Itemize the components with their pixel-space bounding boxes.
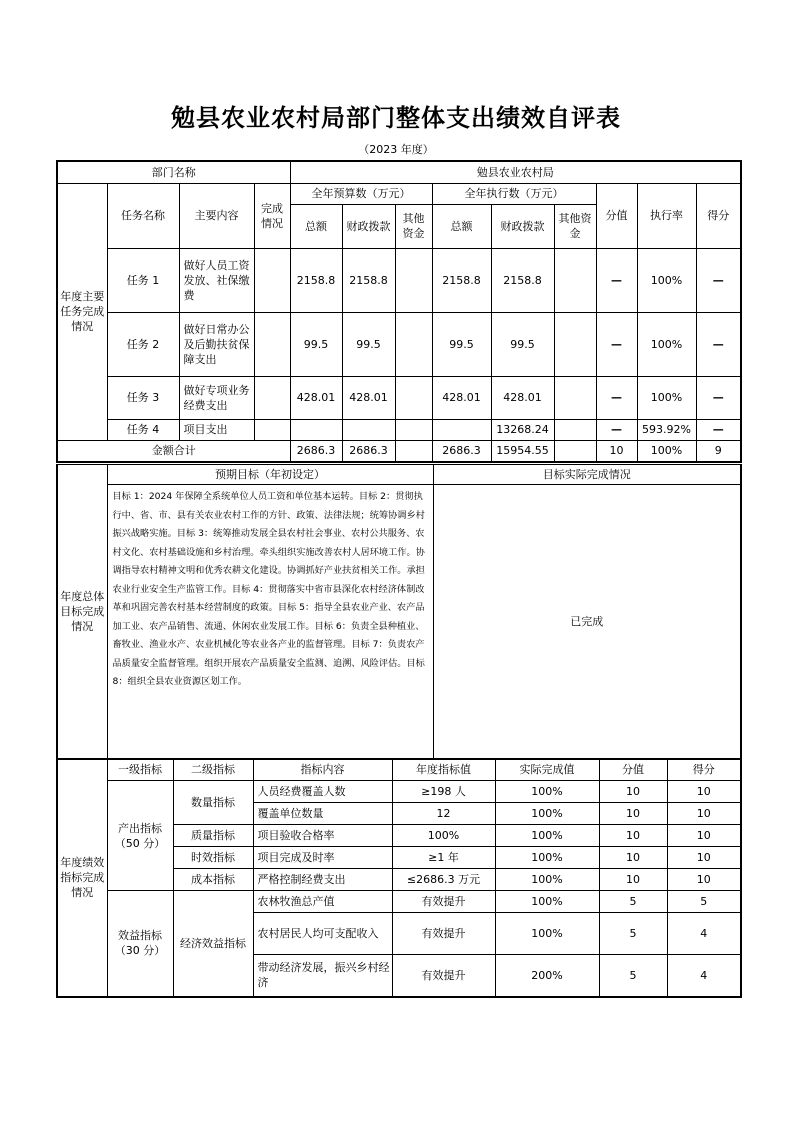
header-exec-total: 总额 xyxy=(432,204,491,248)
task-completion xyxy=(254,312,290,376)
economic-indicator-label: 经济效益指标 xyxy=(173,891,253,997)
task-budget-other xyxy=(395,248,432,312)
timeliness-indicator-label: 时效指标 xyxy=(173,847,253,869)
quality-indicator-label: 质量指标 xyxy=(173,825,253,847)
quantity-indicator-label: 数量指标 xyxy=(173,781,253,825)
indicator-actual: 200% xyxy=(495,955,599,997)
indicator-content: 带动经济发展，振兴乡村经济 xyxy=(253,955,392,997)
indicator-score: 4 xyxy=(667,913,741,955)
indicator-target: ≥198 人 xyxy=(392,781,495,803)
task-score-value: — xyxy=(596,312,637,376)
cost-indicator-label: 成本指标 xyxy=(173,869,253,891)
indicator-score-value: 10 xyxy=(599,825,667,847)
tasks-table xyxy=(56,160,742,463)
perf-header-level1: 一级指标 xyxy=(107,759,173,781)
tasks-side-label: 年度主要任务完成情况 xyxy=(57,183,107,440)
indicator-target: 有效提升 xyxy=(392,955,495,997)
dept-name-label: 部门名称 xyxy=(57,161,290,183)
task-exec-fiscal: 13268.24 xyxy=(491,419,554,440)
benefit-indicator-label: 效益指标（30 分） xyxy=(107,891,173,997)
total-exec-other xyxy=(554,440,596,462)
task-completion xyxy=(254,248,290,312)
task-score-value: — xyxy=(596,248,637,312)
indicator-content: 项目完成及时率 xyxy=(253,847,392,869)
total-row xyxy=(57,440,741,462)
goals-actual-header: 目标实际完成情况 xyxy=(433,465,741,485)
task-row xyxy=(57,248,741,312)
total-label: 金额合计 xyxy=(57,440,290,462)
indicator-content: 农林牧渔总产值 xyxy=(253,891,392,913)
task-rate: 100% xyxy=(637,312,696,376)
goals-expected-text: 目标 1：2024 年保障全系统单位人员工资和单位基本运转。目标 2：贯彻执行中、省、市、县有关农业农村工作的方针、政策、法律法规；统筹协调乡村振兴战略实施。目标 3：统筹推动发展全县农村社会事业、农村公共服务、农村文化、农村基础设施和乡村治理。牵头组织实施改善农村人居环境工作。协调指导农村精神文明和优秀农耕文化建设。协调抓好产业扶贫相关工作。承担农业行业安全生产监管工作。目标 4：贯彻落实中省市县深化农村经济体制改革和巩固完善农村基本经营制度的政策。目标 5：指导全县农业产业、农产品加工业、农产品销售、流通、休闲农业发展工作。目标 6：负责全县种植业、畜牧业、渔业水产、农业机械化等农业各产业的监督管理。目标 7：负责农产品质量安全监督管理。组织开展农产品质量安全监测、追溯、风险评估。目标 8：组织全县农业资源区划工作。 xyxy=(107,485,433,759)
task-rate: 100% xyxy=(637,248,696,312)
header-score: 得分 xyxy=(696,183,741,248)
task-score: — xyxy=(696,312,741,376)
perf-header-level2: 二级指标 xyxy=(173,759,253,781)
task-content: 项目支出 xyxy=(179,419,254,440)
task-exec-fiscal: 428.01 xyxy=(491,376,554,419)
perf-side-label: 年度绩效指标完成情况 xyxy=(57,759,107,997)
perf-header-actual: 实际完成值 xyxy=(495,759,599,781)
header-executed: 全年执行数（万元） xyxy=(432,183,596,204)
task-name: 任务 3 xyxy=(107,376,179,419)
indicator-score: 4 xyxy=(667,955,741,997)
indicator-score: 10 xyxy=(667,825,741,847)
indicator-score-value: 5 xyxy=(599,913,667,955)
perf-header-score-value: 分值 xyxy=(599,759,667,781)
report-year: （2023 年度） xyxy=(358,143,434,156)
indicator-actual: 100% xyxy=(495,869,599,891)
total-budget-fiscal: 2686.3 xyxy=(342,440,395,462)
indicator-score: 10 xyxy=(667,781,741,803)
task-exec-other xyxy=(554,248,596,312)
indicator-target: ≤2686.3 万元 xyxy=(392,869,495,891)
task-row xyxy=(57,312,741,376)
task-budget-other xyxy=(395,419,432,440)
task-exec-fiscal: 2158.8 xyxy=(491,248,554,312)
indicator-score-value: 5 xyxy=(599,955,667,997)
total-budget-other xyxy=(395,440,432,462)
indicator-actual: 100% xyxy=(495,891,599,913)
indicator-target: ≥1 年 xyxy=(392,847,495,869)
indicator-actual: 100% xyxy=(495,847,599,869)
goals-table xyxy=(56,464,742,760)
task-content: 做好专项业务经费支出 xyxy=(179,376,254,419)
indicator-content: 农村居民人均可支配收入 xyxy=(253,913,392,955)
goals-expected-header: 预期目标（年初设定） xyxy=(107,465,433,485)
total-budget-total: 2686.3 xyxy=(290,440,342,462)
task-budget-fiscal: 428.01 xyxy=(342,376,395,419)
indicator-target: 100% xyxy=(392,825,495,847)
task-score: — xyxy=(696,248,741,312)
task-exec-fiscal: 99.5 xyxy=(491,312,554,376)
task-budget-fiscal: 99.5 xyxy=(342,312,395,376)
indicator-score-value: 10 xyxy=(599,847,667,869)
task-budget-fiscal xyxy=(342,419,395,440)
task-name: 任务 4 xyxy=(107,419,179,440)
indicator-content: 项目验收合格率 xyxy=(253,825,392,847)
header-budget-fiscal: 财政拨款 xyxy=(342,204,395,248)
task-exec-total xyxy=(432,419,491,440)
goals-side-label: 年度总体目标完成情况 xyxy=(57,465,107,759)
task-row xyxy=(57,419,741,440)
task-score: — xyxy=(696,376,741,419)
indicator-score: 10 xyxy=(667,847,741,869)
header-exec-rate: 执行率 xyxy=(637,183,696,248)
indicator-score: 5 xyxy=(667,891,741,913)
indicator-row xyxy=(57,781,741,803)
header-budget-other: 其他资金 xyxy=(395,204,432,248)
indicator-target: 有效提升 xyxy=(392,891,495,913)
header-score-value: 分值 xyxy=(596,183,637,248)
perf-header-content: 指标内容 xyxy=(253,759,392,781)
indicator-actual: 100% xyxy=(495,781,599,803)
task-budget-total xyxy=(290,419,342,440)
indicator-actual: 100% xyxy=(495,913,599,955)
indicator-score: 10 xyxy=(667,803,741,825)
task-exec-total: 428.01 xyxy=(432,376,491,419)
header-exec-fiscal: 财政拨款 xyxy=(491,204,554,248)
header-budget-total: 总额 xyxy=(290,204,342,248)
total-score-value: 10 xyxy=(596,440,637,462)
task-budget-total: 99.5 xyxy=(290,312,342,376)
indicator-target: 12 xyxy=(392,803,495,825)
task-budget-other xyxy=(395,312,432,376)
task-exec-total: 99.5 xyxy=(432,312,491,376)
task-rate: 100% xyxy=(637,376,696,419)
task-score-value: — xyxy=(596,419,637,440)
indicator-target: 有效提升 xyxy=(392,913,495,955)
total-exec-total: 2686.3 xyxy=(432,440,491,462)
total-exec-fiscal: 15954.55 xyxy=(491,440,554,462)
task-exec-other xyxy=(554,376,596,419)
page-title: 勉县农业农村局部门整体支出绩效自评表 xyxy=(171,103,621,132)
header-completion: 完成情况 xyxy=(254,183,290,248)
dept-name-value: 勉县农业农村局 xyxy=(290,161,741,183)
goals-actual-text: 已完成 xyxy=(433,485,741,759)
indicator-score-value: 10 xyxy=(599,781,667,803)
task-score-value: — xyxy=(596,376,637,419)
task-budget-total: 2158.8 xyxy=(290,248,342,312)
task-budget-fiscal: 2158.8 xyxy=(342,248,395,312)
indicator-score-value: 10 xyxy=(599,869,667,891)
task-rate: 593.92% xyxy=(637,419,696,440)
task-exec-total: 2158.8 xyxy=(432,248,491,312)
task-content: 做好日常办公及后勤扶贫保障支出 xyxy=(179,312,254,376)
task-budget-total: 428.01 xyxy=(290,376,342,419)
task-exec-other xyxy=(554,419,596,440)
indicator-content: 严格控制经费支出 xyxy=(253,869,392,891)
indicator-score-value: 10 xyxy=(599,803,667,825)
header-budget: 全年预算数（万元） xyxy=(290,183,432,204)
total-score: 9 xyxy=(696,440,741,462)
task-name: 任务 2 xyxy=(107,312,179,376)
header-task-name: 任务名称 xyxy=(107,183,179,248)
task-row xyxy=(57,376,741,419)
indicator-actual: 100% xyxy=(495,825,599,847)
task-content: 做好人员工资发放、社保缴费 xyxy=(179,248,254,312)
task-name: 任务 1 xyxy=(107,248,179,312)
indicator-actual: 100% xyxy=(495,803,599,825)
output-indicator-label: 产出指标（50 分） xyxy=(107,781,173,891)
header-exec-other: 其他资金 xyxy=(554,204,596,248)
total-rate: 100% xyxy=(637,440,696,462)
task-completion xyxy=(254,376,290,419)
header-main-content: 主要内容 xyxy=(179,183,254,248)
task-score: — xyxy=(696,419,741,440)
performance-table xyxy=(56,758,742,998)
indicator-content: 覆盖单位数量 xyxy=(253,803,392,825)
indicator-score-value: 5 xyxy=(599,891,667,913)
perf-header-target: 年度指标值 xyxy=(392,759,495,781)
task-completion xyxy=(254,419,290,440)
indicator-row xyxy=(57,891,741,913)
perf-header-score: 得分 xyxy=(667,759,741,781)
task-budget-other xyxy=(395,376,432,419)
indicator-content: 人员经费覆盖人数 xyxy=(253,781,392,803)
indicator-score: 10 xyxy=(667,869,741,891)
task-exec-other xyxy=(554,312,596,376)
